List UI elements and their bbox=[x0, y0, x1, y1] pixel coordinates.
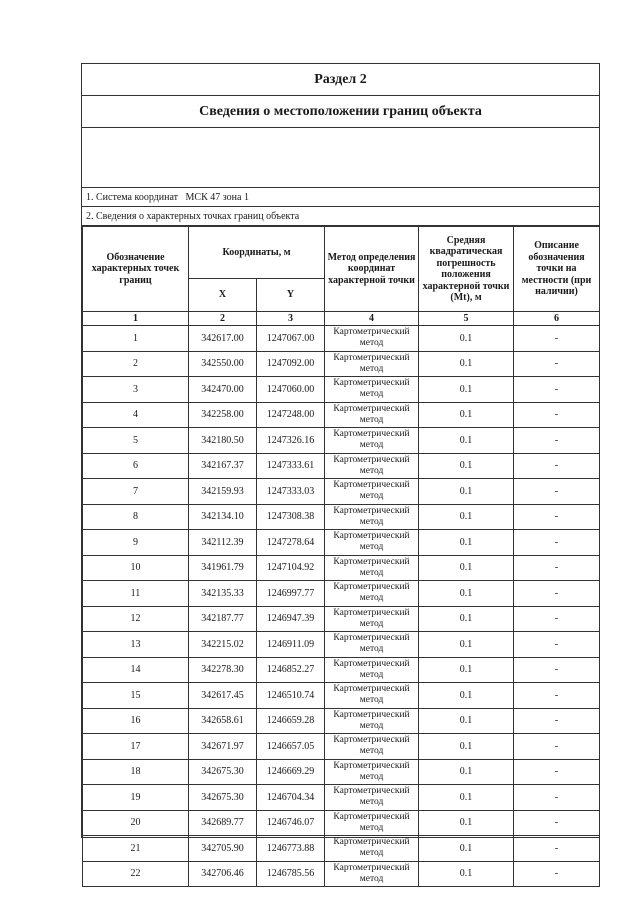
point-number-cell: 14 bbox=[83, 657, 189, 683]
table-row bbox=[83, 530, 600, 556]
table-row bbox=[83, 785, 600, 811]
accuracy-cell: 0.1 bbox=[419, 581, 514, 607]
description-cell: - bbox=[514, 581, 600, 607]
column-number-row bbox=[83, 312, 600, 326]
table-row bbox=[83, 351, 600, 377]
description-cell: - bbox=[514, 351, 600, 377]
table-row bbox=[83, 581, 600, 607]
x-cell: 342658.61 bbox=[189, 708, 257, 734]
description-cell: - bbox=[514, 606, 600, 632]
method-cell bbox=[325, 632, 419, 658]
accuracy-cell: 0.1 bbox=[419, 530, 514, 556]
y-cell: 1247333.03 bbox=[257, 479, 325, 505]
point-number-cell: 19 bbox=[83, 785, 189, 811]
table-body bbox=[83, 326, 600, 887]
method-text: Картометрический метод bbox=[333, 378, 410, 400]
accuracy-cell: 0.1 bbox=[419, 708, 514, 734]
method-cell bbox=[325, 785, 419, 811]
y-cell: 1247067.00 bbox=[257, 326, 325, 352]
method-text: Картометрический метод bbox=[333, 811, 410, 833]
point-number-cell: 17 bbox=[83, 734, 189, 760]
point-number-cell: 3 bbox=[83, 377, 189, 403]
point-number-cell: 13 bbox=[83, 632, 189, 658]
method-text: Картометрический метод bbox=[333, 531, 410, 553]
x-cell: 342617.00 bbox=[189, 326, 257, 352]
point-number-cell: 15 bbox=[83, 683, 189, 709]
point-number-cell: 18 bbox=[83, 759, 189, 785]
point-number-cell: 16 bbox=[83, 708, 189, 734]
coordinate-system-value: МСК 47 зона 1 bbox=[185, 192, 249, 203]
table-row bbox=[83, 657, 600, 683]
method-cell bbox=[325, 759, 419, 785]
method-cell bbox=[325, 708, 419, 734]
header-description: Описание обозначения точки на местности (при наличии) bbox=[514, 227, 600, 312]
method-text: Картометрический метод bbox=[333, 582, 410, 604]
description-cell: - bbox=[514, 377, 600, 403]
point-number-cell: 21 bbox=[83, 836, 189, 862]
accuracy-cell: 0.1 bbox=[419, 785, 514, 811]
table-row bbox=[83, 555, 600, 581]
table-row bbox=[83, 377, 600, 403]
x-cell: 342258.00 bbox=[189, 402, 257, 428]
method-text: Картометрический метод bbox=[333, 862, 410, 884]
method-cell bbox=[325, 836, 419, 862]
table-row bbox=[83, 734, 600, 760]
x-cell: 342180.50 bbox=[189, 428, 257, 454]
description-cell: - bbox=[514, 632, 600, 658]
x-cell: 342617.45 bbox=[189, 683, 257, 709]
description-cell: - bbox=[514, 810, 600, 836]
coordinate-system-label: 1. Система координат bbox=[86, 192, 179, 203]
method-text: Картометрический метод bbox=[333, 505, 410, 527]
table-row bbox=[83, 836, 600, 862]
accuracy-cell: 0.1 bbox=[419, 326, 514, 352]
accuracy-cell: 0.1 bbox=[419, 479, 514, 505]
y-cell: 1247308.38 bbox=[257, 504, 325, 530]
header-coordinates: Координаты, м bbox=[189, 227, 325, 279]
table-row bbox=[83, 861, 600, 887]
method-cell bbox=[325, 428, 419, 454]
method-text: Картометрический метод bbox=[333, 607, 410, 629]
method-cell bbox=[325, 504, 419, 530]
description-cell: - bbox=[514, 555, 600, 581]
accuracy-cell: 0.1 bbox=[419, 453, 514, 479]
y-cell: 1247104.92 bbox=[257, 555, 325, 581]
method-cell bbox=[325, 555, 419, 581]
accuracy-cell: 0.1 bbox=[419, 377, 514, 403]
method-cell bbox=[325, 683, 419, 709]
header-y: Y bbox=[257, 279, 325, 312]
method-text: Картометрический метод bbox=[333, 480, 410, 502]
x-cell: 342215.02 bbox=[189, 632, 257, 658]
accuracy-cell: 0.1 bbox=[419, 555, 514, 581]
method-cell bbox=[325, 530, 419, 556]
column-number: 6 bbox=[514, 312, 600, 326]
method-cell bbox=[325, 351, 419, 377]
point-number-cell: 1 bbox=[83, 326, 189, 352]
point-number-cell: 12 bbox=[83, 606, 189, 632]
accuracy-cell: 0.1 bbox=[419, 861, 514, 887]
point-number-cell: 5 bbox=[83, 428, 189, 454]
point-number-cell: 11 bbox=[83, 581, 189, 607]
point-number-cell: 22 bbox=[83, 861, 189, 887]
description-cell: - bbox=[514, 734, 600, 760]
x-cell: 342470.00 bbox=[189, 377, 257, 403]
method-text: Картометрический метод bbox=[333, 454, 410, 476]
blank-band bbox=[82, 128, 599, 188]
method-cell bbox=[325, 377, 419, 403]
point-number-cell: 9 bbox=[83, 530, 189, 556]
y-cell: 1246852.27 bbox=[257, 657, 325, 683]
description-cell: - bbox=[514, 708, 600, 734]
accuracy-cell: 0.1 bbox=[419, 683, 514, 709]
method-cell bbox=[325, 479, 419, 505]
y-cell: 1246911.09 bbox=[257, 632, 325, 658]
method-cell bbox=[325, 402, 419, 428]
table-row bbox=[83, 632, 600, 658]
table-row bbox=[83, 402, 600, 428]
point-number-cell: 2 bbox=[83, 351, 189, 377]
y-cell: 1246773.88 bbox=[257, 836, 325, 862]
boundary-points-table bbox=[82, 226, 600, 887]
column-number: 1 bbox=[83, 312, 189, 326]
y-cell: 1246785.56 bbox=[257, 861, 325, 887]
x-cell: 342675.30 bbox=[189, 759, 257, 785]
method-text: Картометрический метод bbox=[333, 403, 410, 425]
table-row bbox=[83, 606, 600, 632]
method-text: Картометрический метод bbox=[333, 760, 410, 782]
y-cell: 1247248.00 bbox=[257, 402, 325, 428]
description-cell: - bbox=[514, 402, 600, 428]
table-row bbox=[83, 479, 600, 505]
point-number-cell: 4 bbox=[83, 402, 189, 428]
y-cell: 1246657.05 bbox=[257, 734, 325, 760]
description-cell: - bbox=[514, 326, 600, 352]
x-cell: 342550.00 bbox=[189, 351, 257, 377]
method-text: Картометрический метод bbox=[333, 556, 410, 578]
points-heading: 2. Сведения о характерных точках границ объекта bbox=[82, 207, 599, 226]
y-cell: 1247333.61 bbox=[257, 453, 325, 479]
column-number: 5 bbox=[419, 312, 514, 326]
accuracy-cell: 0.1 bbox=[419, 810, 514, 836]
y-cell: 1247060.00 bbox=[257, 377, 325, 403]
accuracy-cell: 0.1 bbox=[419, 836, 514, 862]
description-cell: - bbox=[514, 683, 600, 709]
description-cell: - bbox=[514, 530, 600, 556]
table-row bbox=[83, 428, 600, 454]
x-cell: 342671.97 bbox=[189, 734, 257, 760]
y-cell: 1247092.00 bbox=[257, 351, 325, 377]
section-title: Раздел 2 bbox=[82, 64, 599, 96]
description-cell: - bbox=[514, 504, 600, 530]
accuracy-cell: 0.1 bbox=[419, 734, 514, 760]
point-number-cell: 6 bbox=[83, 453, 189, 479]
x-cell: 342159.93 bbox=[189, 479, 257, 505]
y-cell: 1246947.39 bbox=[257, 606, 325, 632]
accuracy-cell: 0.1 bbox=[419, 632, 514, 658]
table-row bbox=[83, 453, 600, 479]
accuracy-cell: 0.1 bbox=[419, 657, 514, 683]
description-cell: - bbox=[514, 657, 600, 683]
method-text: Картометрический метод bbox=[333, 709, 410, 731]
description-cell: - bbox=[514, 479, 600, 505]
y-cell: 1246746.07 bbox=[257, 810, 325, 836]
table-row bbox=[83, 326, 600, 352]
method-cell bbox=[325, 581, 419, 607]
x-cell: 342278.30 bbox=[189, 657, 257, 683]
method-cell bbox=[325, 326, 419, 352]
table-tail-gap bbox=[82, 825, 599, 837]
method-text: Картометрический метод bbox=[333, 735, 410, 757]
column-number: 3 bbox=[257, 312, 325, 326]
column-number: 4 bbox=[325, 312, 419, 326]
accuracy-cell: 0.1 bbox=[419, 351, 514, 377]
method-text: Картометрический метод bbox=[333, 352, 410, 374]
description-cell: - bbox=[514, 428, 600, 454]
point-number-cell: 8 bbox=[83, 504, 189, 530]
description-cell: - bbox=[514, 836, 600, 862]
point-number-cell: 7 bbox=[83, 479, 189, 505]
section-subtitle: Сведения о местоположении границ объекта bbox=[82, 96, 599, 128]
coordinate-system-line bbox=[82, 188, 599, 207]
x-cell: 342134.10 bbox=[189, 504, 257, 530]
x-cell: 342167.37 bbox=[189, 453, 257, 479]
header-point: Обозначение характерных точек границ bbox=[83, 227, 189, 312]
method-text: Картометрический метод bbox=[333, 327, 410, 349]
y-cell: 1247326.16 bbox=[257, 428, 325, 454]
x-cell: 342112.39 bbox=[189, 530, 257, 556]
description-cell: - bbox=[514, 785, 600, 811]
table-row bbox=[83, 759, 600, 785]
header-x: X bbox=[189, 279, 257, 312]
method-text: Картометрический метод bbox=[333, 429, 410, 451]
description-cell: - bbox=[514, 759, 600, 785]
x-cell: 341961.79 bbox=[189, 555, 257, 581]
x-cell: 342705.90 bbox=[189, 836, 257, 862]
description-cell: - bbox=[514, 453, 600, 479]
method-cell bbox=[325, 657, 419, 683]
document-frame bbox=[81, 63, 600, 884]
method-text: Картометрический метод bbox=[333, 837, 410, 859]
x-cell: 342706.46 bbox=[189, 861, 257, 887]
accuracy-cell: 0.1 bbox=[419, 504, 514, 530]
x-cell: 342675.30 bbox=[189, 785, 257, 811]
y-cell: 1246510.74 bbox=[257, 683, 325, 709]
method-text: Картометрический метод bbox=[333, 786, 410, 808]
method-cell bbox=[325, 734, 419, 760]
table-row bbox=[83, 683, 600, 709]
y-cell: 1246704.34 bbox=[257, 785, 325, 811]
accuracy-cell: 0.1 bbox=[419, 402, 514, 428]
y-cell: 1246997.77 bbox=[257, 581, 325, 607]
point-number-cell: 20 bbox=[83, 810, 189, 836]
table-row bbox=[83, 504, 600, 530]
y-cell: 1246659.28 bbox=[257, 708, 325, 734]
method-cell bbox=[325, 453, 419, 479]
y-cell: 1247278.64 bbox=[257, 530, 325, 556]
x-cell: 342187.77 bbox=[189, 606, 257, 632]
accuracy-cell: 0.1 bbox=[419, 759, 514, 785]
header-method: Метод определения координат характерной точки bbox=[325, 227, 419, 312]
x-cell: 342689.77 bbox=[189, 810, 257, 836]
method-text: Картометрический метод bbox=[333, 633, 410, 655]
table-row bbox=[83, 708, 600, 734]
method-cell bbox=[325, 606, 419, 632]
accuracy-cell: 0.1 bbox=[419, 606, 514, 632]
method-cell bbox=[325, 861, 419, 887]
description-cell: - bbox=[514, 861, 600, 887]
point-number-cell: 10 bbox=[83, 555, 189, 581]
header-accuracy: Средняя квадратическая погрешность положения характерной точки (Mt), м bbox=[419, 227, 514, 312]
method-text: Картометрический метод bbox=[333, 658, 410, 680]
column-number: 2 bbox=[189, 312, 257, 326]
method-text: Картометрический метод bbox=[333, 684, 410, 706]
accuracy-cell: 0.1 bbox=[419, 428, 514, 454]
y-cell: 1246669.29 bbox=[257, 759, 325, 785]
x-cell: 342135.33 bbox=[189, 581, 257, 607]
